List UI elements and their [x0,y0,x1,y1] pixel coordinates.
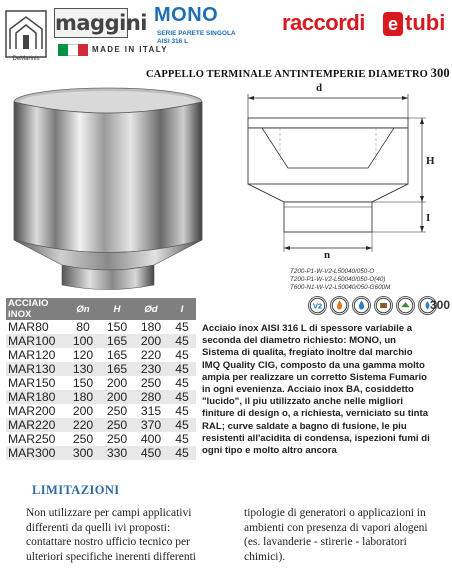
table-cell: 45 [175,320,189,334]
table-cell: 150 [106,320,128,334]
wood-icon [396,296,415,315]
product-photo [4,80,214,290]
description-line: ogni tipo e molto altro ancora [202,445,337,457]
series-line-1: SERIE PARETE SINGOLA [157,30,236,37]
page-title [146,66,450,81]
table-cell: 45 [175,376,189,390]
table-cell: 150 [72,376,94,390]
table-cell: 100 [66,334,100,348]
code-line: T200-P1-W-V2-L50040/050-O [290,268,375,275]
table-cell: 165 [100,362,134,376]
table-cell: 250 [106,432,128,446]
raccordi-e-tubi-logo [282,10,446,40]
table-cell: 45 [168,390,196,404]
tubi-text: tubi [405,10,446,35]
description-line: ampia per realizzare un corretto Sistema Fumario [202,371,427,383]
v2-badge-text: V2 [312,301,323,311]
series-line-2: AISI 316 L [157,38,189,45]
water-drop-icon [352,296,371,315]
maggini-logo: maggini [54,8,128,38]
page-title-text: CAPPELLO TERMINALE ANTINTEMPERIE DIAMETRO [146,69,428,80]
flame-icon [330,296,349,315]
diameter-badge: 300 [430,298,451,312]
table-cell: 45 [175,404,189,418]
table-row [6,446,196,460]
table-row [6,390,196,404]
demarinis-logo-icon [4,6,48,62]
code-line: T200-P1-W-V2-L50040/050-O(40) [290,276,386,283]
limitazioni-line: contattare nostro ufficio tecnico per [26,536,190,548]
certification-codes [290,268,390,292]
description-line: Sistema di qualita, fregiato inoltre dal marchio [202,347,413,359]
table-cell: 315 [140,404,162,418]
col-header-i: I [168,298,196,320]
dim-n-label: n [324,249,331,261]
limitazioni-line: Non utilizzare per campi applicativi [26,507,192,519]
table-cell: MAR130 [6,362,66,376]
table-row [6,334,196,348]
description-line: in ogni evenienza. Acciaio inox BA, cosiddetto [202,384,414,396]
table-cell: MAR80 [8,320,49,334]
table-cell: 220 [66,418,100,432]
table-cell: 200 [106,376,128,390]
description-line: Acciaio inox AISI 316 L di spessore variabile a [202,323,413,334]
table-cell: 45 [168,362,196,376]
table-cell: 220 [140,348,162,362]
made-in-italy-label: MADE IN ITALY [92,45,168,54]
table-cell: 200 [100,390,134,404]
limitazioni-line: ulteriori specifiche inerenti differenti [26,550,196,563]
col-header-h: H [100,298,134,320]
table-cell: MAR220 [6,418,66,432]
table-cell: 250 [72,432,94,446]
product-name: MONO [154,4,219,26]
limitazioni-left-column [26,506,216,564]
col-header-material: ACCIAIO INOX [6,298,66,320]
table-cell: 45 [168,334,196,348]
limitazioni-line: chimici). [244,550,286,563]
table-cell: MAR150 [8,376,56,390]
table-row [6,432,196,446]
raccordi-badge: e [383,12,403,36]
dimensions-table [6,298,196,460]
table-cell: 250 [100,418,134,432]
raccordi-text: raccordi [282,10,365,35]
code-line: T600-N1-W-V2-L50040/050-G600M [290,284,391,291]
limitazioni-line: tipologie di generatori o applicazioni in [244,507,426,519]
description-line: finiture di design o, a richiesta, verniciato su tinta [202,408,429,420]
table-cell: MAR300 [6,446,66,460]
limitazioni-line: (es. lavanderie - stirerie - laboratori [244,536,407,548]
col-header-n: Øn [66,298,100,320]
table-cell: 165 [100,334,134,348]
table-cell: 45 [168,418,196,432]
page-title-diameter: 300 [430,66,450,80]
table-cell: 400 [140,432,162,446]
table-cell: 450 [134,446,168,460]
dim-d-label: d [316,82,323,94]
limitazioni-right-column [244,506,448,564]
table-cell: 250 [106,404,128,418]
table-cell: 280 [134,390,168,404]
table-cell: 180 [66,390,100,404]
table-cell: 45 [168,446,196,460]
v2-badge-icon [308,296,327,315]
table-cell: 130 [66,362,100,376]
table-cell: MAR200 [8,404,56,418]
product-description [202,323,442,457]
description-line: resistenti all'acidita di condensa, ispezioni fumi di [202,432,430,444]
table-cell: 300 [66,446,100,460]
table-cell: 330 [100,446,134,460]
demarinis-label: DeMarinis [12,56,40,62]
table-cell: 45 [175,348,189,362]
table-row [6,362,196,376]
description-line: seconda del diametro richiesto: MONO, un [202,335,397,347]
table-cell: MAR120 [8,348,56,362]
table-cell: 230 [134,362,168,376]
table-cell: 250 [140,376,162,390]
technical-drawing [228,80,452,265]
table-cell: 45 [175,432,189,446]
table-row [6,404,196,418]
table-cell: MAR100 [6,334,66,348]
table-cell: 120 [72,348,94,362]
table-cell: 200 [72,404,94,418]
table-row [6,320,196,334]
table-cell: 200 [134,334,168,348]
dim-I-label: I [426,212,431,224]
table-row [6,376,196,390]
table-row [6,348,196,362]
table-row [6,418,196,432]
description-line: "lucido", il piu utilizzato anche nelle migliori [202,396,403,408]
limitazioni-line: differenti da quelli ivi proposti: [26,521,171,534]
table-cell: 80 [76,320,90,334]
table-cell: MAR180 [6,390,66,404]
dim-H-label: H [426,155,435,167]
description-line: RAL; curve saldate a bagno di fusione, le piu [202,420,407,432]
table-cell: MAR250 [8,432,56,446]
limitazioni-title: LIMITAZIONI [32,483,120,497]
table-cell: 370 [134,418,168,432]
limitazioni-line: ambienti con presenza di vapori alogeni [244,521,428,534]
table-cell: 165 [106,348,128,362]
table-cell: 180 [140,320,162,334]
col-header-d: Ød [134,298,168,320]
pellet-icon [374,296,393,315]
italian-flag-icon [58,44,88,56]
table-header-row [6,298,196,320]
description-line: IMQ Quality CIG, composto da una gamma molto [202,359,425,371]
